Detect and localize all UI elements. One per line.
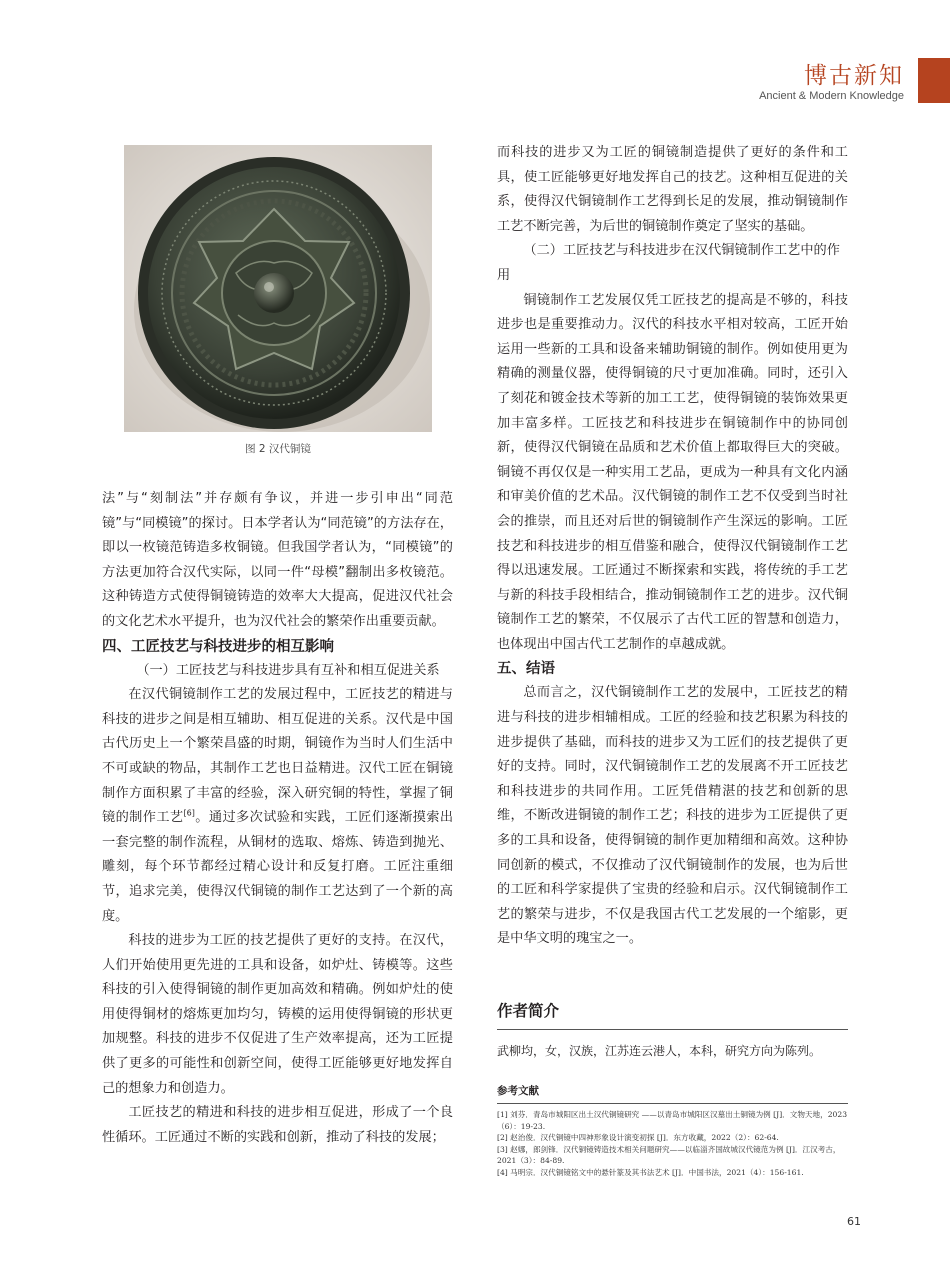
references-list <box>497 1109 848 1178</box>
right-column <box>497 141 848 952</box>
author-bio: 武柳均，女，汉族，江苏连云港人，本科，研究方向为陈列。 <box>497 1044 822 1058</box>
journal-title: 博古新知 <box>804 63 904 89</box>
paragraph-tech-support: 科技的进步为工匠的技艺提供了更好的支持。在汉代，人们开始使用更先进的工具和设备，如炉灶、铸模等。这些科技的引入使得铜镜的制作更加高效和精确。例如炉灶的使用使得铜材的熔炼更加均匀，铸模的运用使得铜镜的形状更加规整。科技的进步不仅促进了生产效率提高，还为工匠提供了更多的可能性和创新空间，使得工匠能够更好地发挥自己的想象力和创造力。 <box>102 933 453 1096</box>
subsection-2-heading: （二）工匠技艺与科技进步在汉代铜镜制作工艺中的作用 <box>497 243 840 283</box>
paragraph-virtuous-cycle: 工匠技艺的精进和科技的进步相互促进，形成了一个良性循环。工匠通过不断的实践和创新，推动了科技的发展； <box>102 1105 453 1145</box>
paragraph-role: 铜镜制作工艺发展仅凭工匠技艺的提高是不够的，科技进步也是重要推动力。汉代的科技水平相对较高，工匠开始运用一些新的工具和设备来辅助铜镜的制作。例如使用更为精确的测量仪器，使得铜镜的尺寸更加准确。同时，还引入了刻花和镀金技术等新的加工工艺，使得铜镜的装饰效果更加丰富多样。工匠技艺和科技进步在铜镜制作中的协同创新，使得汉代铜镜在品质和艺术价值上都取得巨大的突破。铜镜不再仅仅是一种实用工艺品，更成为一种具有文化内涵和审美价值的艺术品。汉代铜镜的制作工艺不仅受到当时社会的推崇，而且还对后世的铜镜制作产生深远的影响。工匠技艺和科技进步的相互借鉴和融合，使得汉代铜镜制作工艺得以迅速发展。工匠通过不断探索和实践，将传统的手工艺与新的科技手段相结合，推动铜镜制作工艺的进步。汉代铜镜制作工艺的繁荣，不仅展示了古代工匠的智慧和创造力，也体现出中国古代工艺制作的卓越成就。 <box>497 292 848 652</box>
section-color-tab <box>918 58 950 103</box>
author-heading: 作者简介 <box>497 999 848 1030</box>
bronze-mirror-photo <box>124 145 432 432</box>
references-heading: 参考文献 <box>497 1083 848 1104</box>
reference-item: [1] 刘芬．青岛市城阳区出土汉代铜镜研究 ——以青岛市城阳区汉墓出土铜镜为例 [J]．文物天地，2023（6）：19-23. <box>497 1110 848 1131</box>
reference-item: [3] 赵娜，郎剑锋．汉代铜镜铸造技术相关问题研究——以临淄齐国故城汉代镜范为例 [J]．江汉考古，2021（3）：84-89. <box>497 1144 841 1165</box>
left-column <box>102 487 453 1150</box>
figure-caption: 图 2 汉代铜镜 <box>245 443 311 455</box>
section-5-heading: 五、结语 <box>497 661 555 678</box>
paragraph-continuation: 法”与“刻制法”并存颇有争议，并进一步引申出“同范镜”与“同模镜”的探讨。日本学者认为“同范镜”的方法存在，即以一枚镜范铸造多枚铜镜。但我国学者认为，“同模镜”的方法更加符合汉代实际，以同一件“母模”翻制出多枚镜范。这种铸造方式使得铜镜铸造的效率大大提高，促进汉代社会的文化艺术水平提升，也为汉代社会的繁荣作出重要贡献。 <box>102 491 453 629</box>
page-number: 61 <box>847 1215 861 1228</box>
paragraph-text: 。通过多次试验和实践，工匠们逐渐摸索出一套完整的制作流程，从铜材的选取、熔炼、铸造到抛光、雕刻，每个环节都经过精心设计和反复打磨。工匠注重细节，追求完美，使得汉代铜镜的制作工艺达到了一个新的高度。 <box>102 810 454 924</box>
citation-6: [6] <box>183 808 195 818</box>
subsection-1-heading: （一）工匠技艺与科技进步具有互补和相互促进关系 <box>136 662 440 678</box>
section-4-heading: 四、工匠技艺与科技进步的相互影响 <box>102 638 334 655</box>
paragraph-craft-tech <box>102 683 453 929</box>
paragraph-conclusion: 总而言之，汉代铜镜制作工艺的发展中，工匠技艺的精进与科技的进步相辅相成。工匠的经验和技艺积累为科技的进步提供了基础，而科技的进步又为工匠们的技艺提供了更好的支持。同时，汉代铜镜制作工艺的发展离不开工匠技艺和科技进步的共同作用。工匠凭借精湛的技艺和创新的思维，不断改进铜镜的制作工艺；科技的进步为工匠提供了更多的工具和设备，使得铜镜的制作更加精细和高效。这种协同创新的模式，不仅推动了汉代铜镜制作的发展，也为后世的工匠和科学家提供了宝贵的经验和启示。汉代铜镜制作工艺的繁荣与进步，不仅是我国古代工艺发展的一个缩影，更是中华文明的瑰宝之一。 <box>497 685 848 947</box>
paragraph-continuation: 而科技的进步又为工匠的铜镜制造提供了更好的条件和工具，使工匠能够更好地发挥自己的技艺。这种相互促进的关系，使得汉代铜镜制作工艺得到长足的发展，推动铜镜制作工艺不断完善，为后世的铜镜制作奠定了坚实的基础。 <box>497 145 848 234</box>
journal-subtitle: Ancient & Modern Knowledge <box>759 90 904 102</box>
reference-item: [4] 马明宗．汉代铜镜铭文中的悬针篆及其书法艺术 [J]．中国书法，2021（4）：156-161. <box>497 1167 804 1177</box>
paragraph-text: 在汉代铜镜制作工艺的发展过程中，工匠技艺的精进与科技的进步之间是相互辅助、相互促进的关系。汉代是中国古代历史上一个繁荣昌盛的时期，铜镜作为当时人们生活中不可或缺的物品，其制作工艺也日益精进。汉代工匠在铜镜制作方面积累了丰富的经验，深入研究铜的特性，掌握了铜镜的制作工艺 <box>102 687 453 826</box>
reference-item: [2] 赵治俊．汉代铜镜中四神形象设计演变初探 [J]．东方收藏，2022（2）：62-64. <box>497 1133 779 1142</box>
